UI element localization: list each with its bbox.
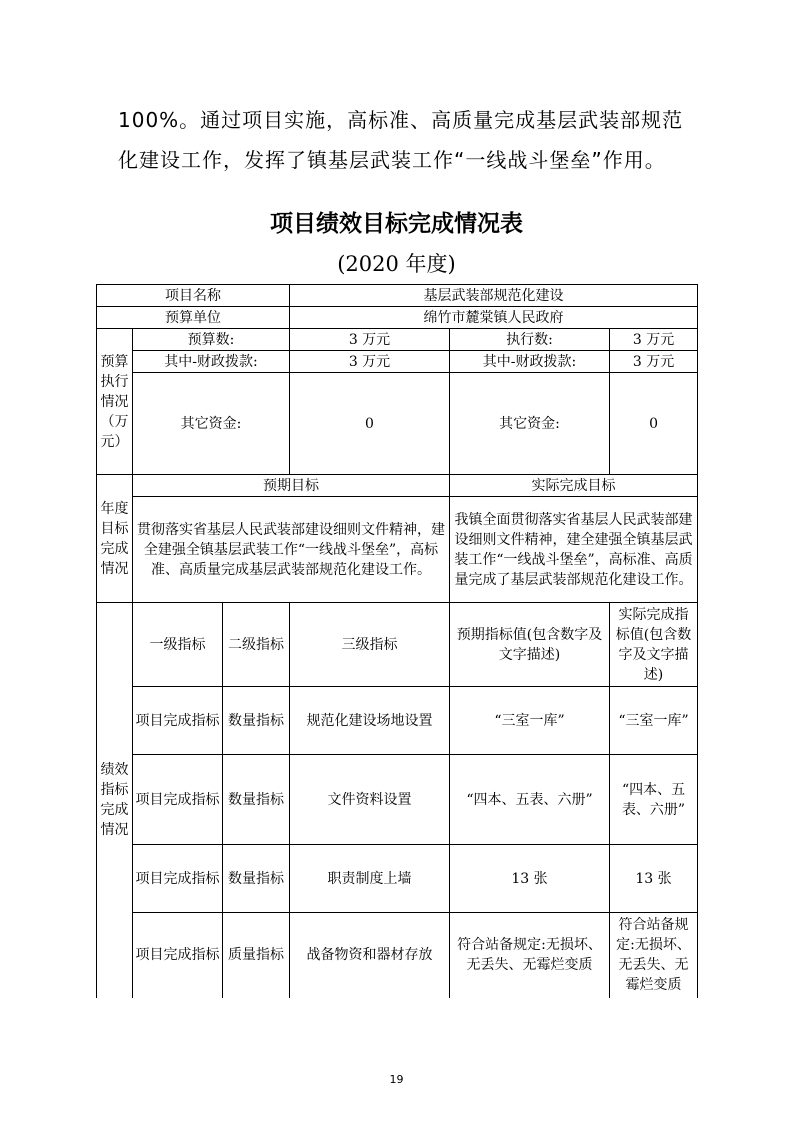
indicator-header-row: [97, 603, 698, 687]
budget-row: [97, 329, 698, 351]
row4-level1: 项目完成指标: [133, 913, 223, 998]
perf-section-label: 绩效指标完成情况: [97, 603, 133, 998]
fiscal-label: 其中-财政拨款:: [133, 351, 290, 373]
row2-level1: 项目完成指标: [133, 755, 223, 845]
row2-actual: “四本、五表、六册”: [610, 755, 698, 845]
budget-unit-label: 预算单位: [97, 307, 290, 329]
row3-level3: 职责制度上墙: [290, 845, 450, 913]
header-expected: 预期指标值(包含数字及文字描述): [450, 603, 610, 687]
row3-actual: 13 张: [610, 845, 698, 913]
other-funds-row: [97, 373, 698, 475]
other-executed-label: 其它资金:: [450, 373, 610, 475]
indicator-row: [97, 687, 698, 755]
budget-value: 3 万元: [290, 329, 450, 351]
goal-text-row: [97, 497, 698, 603]
budget-unit-row: [97, 307, 698, 329]
table-subtitle: (2020 年度): [337, 252, 456, 276]
intro-line-2: 化建设工作，发挥了镇基层武装工作“一线战斗堡垒”作用。: [118, 148, 666, 172]
row1-actual: “三室一库”: [610, 687, 698, 755]
other-budget-value: 0: [290, 373, 450, 475]
expected-goal-label: 预期目标: [133, 475, 450, 497]
budget-label: 预算数:: [133, 329, 290, 351]
row2-level3: 文件资料设置: [290, 755, 450, 845]
indicator-row: [97, 755, 698, 845]
page-number: 19: [389, 1073, 404, 1086]
budget-unit-value: 绵竹市麓棠镇人民政府: [290, 307, 698, 329]
row3-level2: 数量指标: [223, 845, 290, 913]
row4-level2: 质量指标: [223, 913, 290, 998]
exec-section-label: 预算执行情况（万元）: [97, 329, 133, 475]
project-name-value: 基层武装部规范化建设: [290, 285, 698, 307]
indicator-row: [97, 913, 698, 998]
executed-label: 执行数:: [450, 329, 610, 351]
fiscal-row: [97, 351, 698, 373]
project-name-row: [97, 285, 698, 307]
row4-actual: 符合站备规定:无损坏、无丢失、无霉烂变质: [610, 913, 698, 998]
row1-level1: 项目完成指标: [133, 687, 223, 755]
fiscal-budget-value: 3 万元: [290, 351, 450, 373]
actual-goal-text: 我镇全面贯彻落实省基层人民武装部建设细则文件精神，建全建强全镇基层武装工作“一线战斗堡垒”，高标准、高质量完成了基层武装部规范化建设工作。: [450, 497, 698, 603]
row1-expected: “三室一库”: [450, 687, 610, 755]
fiscal-executed-value: 3 万元: [610, 351, 698, 373]
row1-level2: 数量指标: [223, 687, 290, 755]
header-level3: 三级指标: [290, 603, 450, 687]
row4-level3: 战备物资和器材存放: [290, 913, 450, 998]
indicator-row: [97, 845, 698, 913]
expected-goal-text: 贯彻落实省基层人民武装部建设细则文件精神，建全建强全镇基层武装工作“一线战斗堡垒”，高标准、高质量完成基层武装部规范化建设工作。: [133, 497, 450, 603]
other-label: 其它资金:: [133, 373, 290, 475]
intro-line-1: 100%。通过项目实施，高标准、高质量完成基层武装部规范: [118, 108, 684, 132]
row3-expected: 13 张: [450, 845, 610, 913]
row2-level2: 数量指标: [223, 755, 290, 845]
header-level1: 一级指标: [133, 603, 223, 687]
row4-expected: 符合站备规定:无损坏、无丢失、无霉烂变质: [450, 913, 610, 998]
actual-goal-label: 实际完成目标: [450, 475, 698, 497]
annual-section-label: 年度目标完成情况: [97, 475, 133, 603]
row1-level3: 规范化建设场地设置: [290, 687, 450, 755]
goal-header-row: [97, 475, 698, 497]
header-level2: 二级指标: [223, 603, 290, 687]
header-actual: 实际完成指标值(包含数字及文字描述): [610, 603, 698, 687]
performance-table: [96, 284, 698, 998]
executed-value: 3 万元: [610, 329, 698, 351]
fiscal-executed-label: 其中-财政拨款:: [450, 351, 610, 373]
row2-expected: “四本、五表、六册”: [450, 755, 610, 845]
other-executed-value: 0: [610, 373, 698, 475]
row3-level1: 项目完成指标: [133, 845, 223, 913]
table-title: 项目绩效目标完成情况表: [270, 211, 523, 237]
project-name-label: 项目名称: [97, 285, 290, 307]
